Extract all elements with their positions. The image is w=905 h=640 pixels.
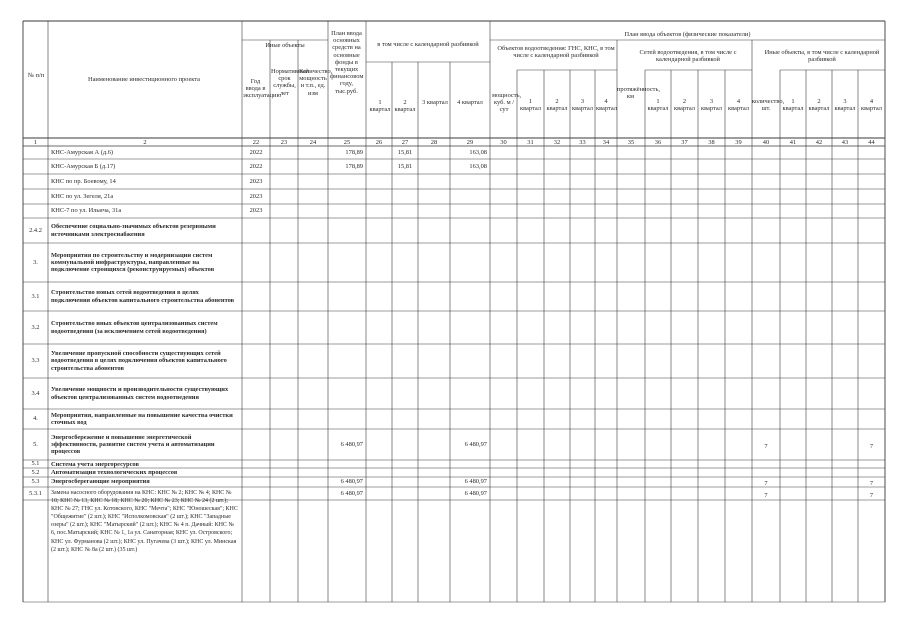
header-col-length: протяжённость, км <box>617 86 660 101</box>
column-number: 40 <box>762 139 770 146</box>
row-name: Система учета энергоресурсов <box>51 461 139 468</box>
row-q2-value: 15,81 <box>397 148 413 156</box>
column-number: 27 <box>401 139 409 146</box>
sub-quarter-header: 2 квартал <box>808 98 830 113</box>
row-q4-value: 6 480,97 <box>464 489 487 497</box>
row-name: КНС-7 по ул. Ильича, 31а <box>51 207 122 215</box>
sub-quarter-header: 3 квартал <box>834 98 856 113</box>
row-plan-value: 178,89 <box>345 148 363 156</box>
row-name: Строительство иных объектов централизованных систем водоотведения (за исключением сетей водоотведения) <box>51 320 218 335</box>
row-year: 2023 <box>249 207 263 215</box>
header-q3: 3 квартал <box>422 99 448 106</box>
header-q4: 4 квартал <box>457 99 483 106</box>
row-name: Увеличение пропускной способности существующих сетей водоотведения в целях подключения объектов капитального строительства абонентов <box>51 350 227 372</box>
sub-quarter-header: 2 квартал <box>546 98 568 113</box>
row-number: 5.3 <box>31 478 40 486</box>
column-number: 28 <box>430 139 438 146</box>
row-number: 2.4.2 <box>29 226 42 234</box>
row-count-q4-value: 7 <box>869 491 874 499</box>
row-plan-value: 178,89 <box>345 162 363 170</box>
row-year: 2023 <box>249 177 263 185</box>
header-col-capacity: мощность, куб. м / сут <box>492 92 522 114</box>
row-name: КНС по пр. Боевому, 14 <box>51 177 116 185</box>
row-count-value: 7 <box>764 442 768 450</box>
column-number: 22 <box>252 139 260 146</box>
row-year: 2022 <box>249 162 263 170</box>
column-number: 42 <box>815 139 823 146</box>
header-col-qty: Количество, мощность и т.п., ед. изм <box>299 68 333 97</box>
column-number: 32 <box>553 139 561 146</box>
row-year: 2023 <box>249 192 263 200</box>
row-count-value: 7 <box>764 480 768 488</box>
header-group-other-objects: Иные объекты, в том числе с календарной разбивкой <box>764 49 880 64</box>
column-number: 2 <box>143 139 147 146</box>
header-group-other: Иные объекты <box>265 42 305 49</box>
row-number: 5.3.1 <box>29 489 42 497</box>
row-plan-value: 6 480,97 <box>340 489 363 497</box>
row-number: 3.4 <box>31 389 40 397</box>
row-name: Обеспечение социально-значимых объектов резервными источниками электроснабжения <box>51 223 216 238</box>
column-number: 37 <box>681 139 688 146</box>
row-number: 3.3 <box>31 357 40 365</box>
row-q4-value: 163,08 <box>469 162 487 170</box>
column-number: 41 <box>789 139 797 146</box>
column-number: 26 <box>375 139 383 146</box>
row-q4-value: 6 480,97 <box>464 478 487 486</box>
row-count-value: 7 <box>764 491 768 499</box>
row-name: Строительство новых сетей водоотведения в целях подключения объектов капитального строительства абонентов <box>51 289 235 304</box>
row-name: Мероприятия, направленные на повышение качества очистки сточных вод <box>51 411 233 426</box>
sub-quarter-header: 3 квартал <box>572 98 593 113</box>
row-name: Мероприятия по строительству и модернизации систем коммунальной инфраструктуры, направленные на подключение строящихся (реконструируемых) объектов <box>51 251 215 274</box>
row-name: КНС-Амурская А (д.6) <box>51 148 114 156</box>
row-number: 5.1 <box>31 460 40 468</box>
row-name: Энергосбережение и повышение энергетической эффективности, развитие систем учета и автоматизации процессов <box>51 433 215 456</box>
row-plan-value: 6 480,97 <box>340 478 363 486</box>
header-group-quarters: в том числе с календарной разбивкой <box>377 41 479 48</box>
row-name: Автоматизация технологических процессов <box>51 469 178 476</box>
column-number: 24 <box>309 139 317 146</box>
row-name: КНС по ул. Зегеля, 21а <box>51 192 114 200</box>
header-col-norm: Нормативный срок службы, лет <box>271 68 309 97</box>
row-number: 4. <box>33 415 38 423</box>
row-number: 3. <box>33 258 38 266</box>
column-number: 44 <box>868 139 875 146</box>
row-q4-value: 6 480,97 <box>464 440 487 448</box>
column-number: 1 <box>33 139 38 146</box>
header-col-plan: План ввода основных средств на основные фонды в текущих финансовом году, тыс.руб. <box>330 30 364 95</box>
header-col-name: Наименование инвестиционного проекта <box>87 76 201 83</box>
sub-quarter-header: 3 квартал <box>701 98 722 113</box>
row-count-q4-value: 7 <box>869 480 874 488</box>
row-name: Замена насосного оборудования на КНС: КНС № 2; КНС № 4; КНС № 10; КНС № 13, КНС № 18; КНС № 20; КНС № 23; КНС № 24 (2 шт.); КНС № 27; ГНС ул. Котовского, КНС "Мечта"; КНС "Юношеская"; КНС "Общежитие" (2 шт.); КНС "Исполкомовская" (2 шт.); КНС "Западные озеры" (2 шт.); КНС "Матырский" (2 шт.); КНС № 4 п. Дачный: КНС № 6, пос.Матырский; КНС № 1, 1а ул. Санаторная; КНС ул. Островского; КНС ул. Фурманова (2 шт.); КНС ул. Пугачева (3 шт.); КНС ул. Минская (2 шт.); КНС № 8а (2 шт.) (35 шт.) <box>51 490 238 553</box>
sub-quarter-header: 1 квартал <box>647 98 669 113</box>
sub-quarter-header: 4 квартал <box>728 98 749 113</box>
column-number: 39 <box>735 139 742 146</box>
header-col-num: № п/п <box>27 72 45 79</box>
row-q4-value: 163,08 <box>469 148 487 156</box>
row-name: КНС-Амурская Б (д.17) <box>51 162 116 170</box>
column-number: 30 <box>500 139 507 146</box>
column-number: 33 <box>579 139 586 146</box>
row-number: 3.2 <box>31 323 40 331</box>
header-q2: 2 квартал <box>394 99 416 114</box>
column-number: 34 <box>602 139 610 146</box>
header-group-phys: План ввода объектов (физические показатели) <box>624 31 751 38</box>
column-number: 38 <box>708 139 715 146</box>
column-number: 43 <box>841 139 849 146</box>
row-name: Увеличение мощности и производительности существующих объектов централизованных систем водоотведения <box>51 386 229 401</box>
row-count-q4-value: 7 <box>869 442 874 450</box>
column-number: 25 <box>343 139 351 146</box>
column-number: 36 <box>654 139 662 146</box>
sub-quarter-header: 2 квартал <box>674 98 695 113</box>
sub-quarter-header: 1 квартал <box>782 98 804 113</box>
header-group-networks: Сетей водоотведения, в том числе с календарной разбивкой <box>639 49 737 64</box>
column-number: 29 <box>466 139 474 146</box>
sub-quarter-header: 4 квартал <box>596 98 617 113</box>
header-col-count: количество, шт. <box>752 98 785 113</box>
row-q2-value: 15,81 <box>397 162 413 170</box>
sub-quarter-header: 4 квартал <box>861 98 882 113</box>
header-col-year: Год ввода в эксплуатацию <box>243 78 282 100</box>
row-number: 3.1 <box>31 292 40 300</box>
row-name: Энергосберегающие мероприятия <box>51 478 150 486</box>
row-year: 2022 <box>249 148 263 156</box>
sub-quarter-header: 1 квартал <box>520 98 541 113</box>
row-number: 5.2 <box>31 468 40 476</box>
header-group-water-obj: Объектов водоотведения: ГНС, КНС, в том числе с календарной разбивкой <box>497 45 615 60</box>
column-number: 35 <box>627 139 635 146</box>
column-number: 23 <box>280 139 288 146</box>
header-q1: 1 квартал <box>369 99 391 114</box>
row-number: 5. <box>33 440 38 448</box>
column-number: 31 <box>527 139 534 146</box>
row-plan-value: 6 480,97 <box>340 440 363 448</box>
